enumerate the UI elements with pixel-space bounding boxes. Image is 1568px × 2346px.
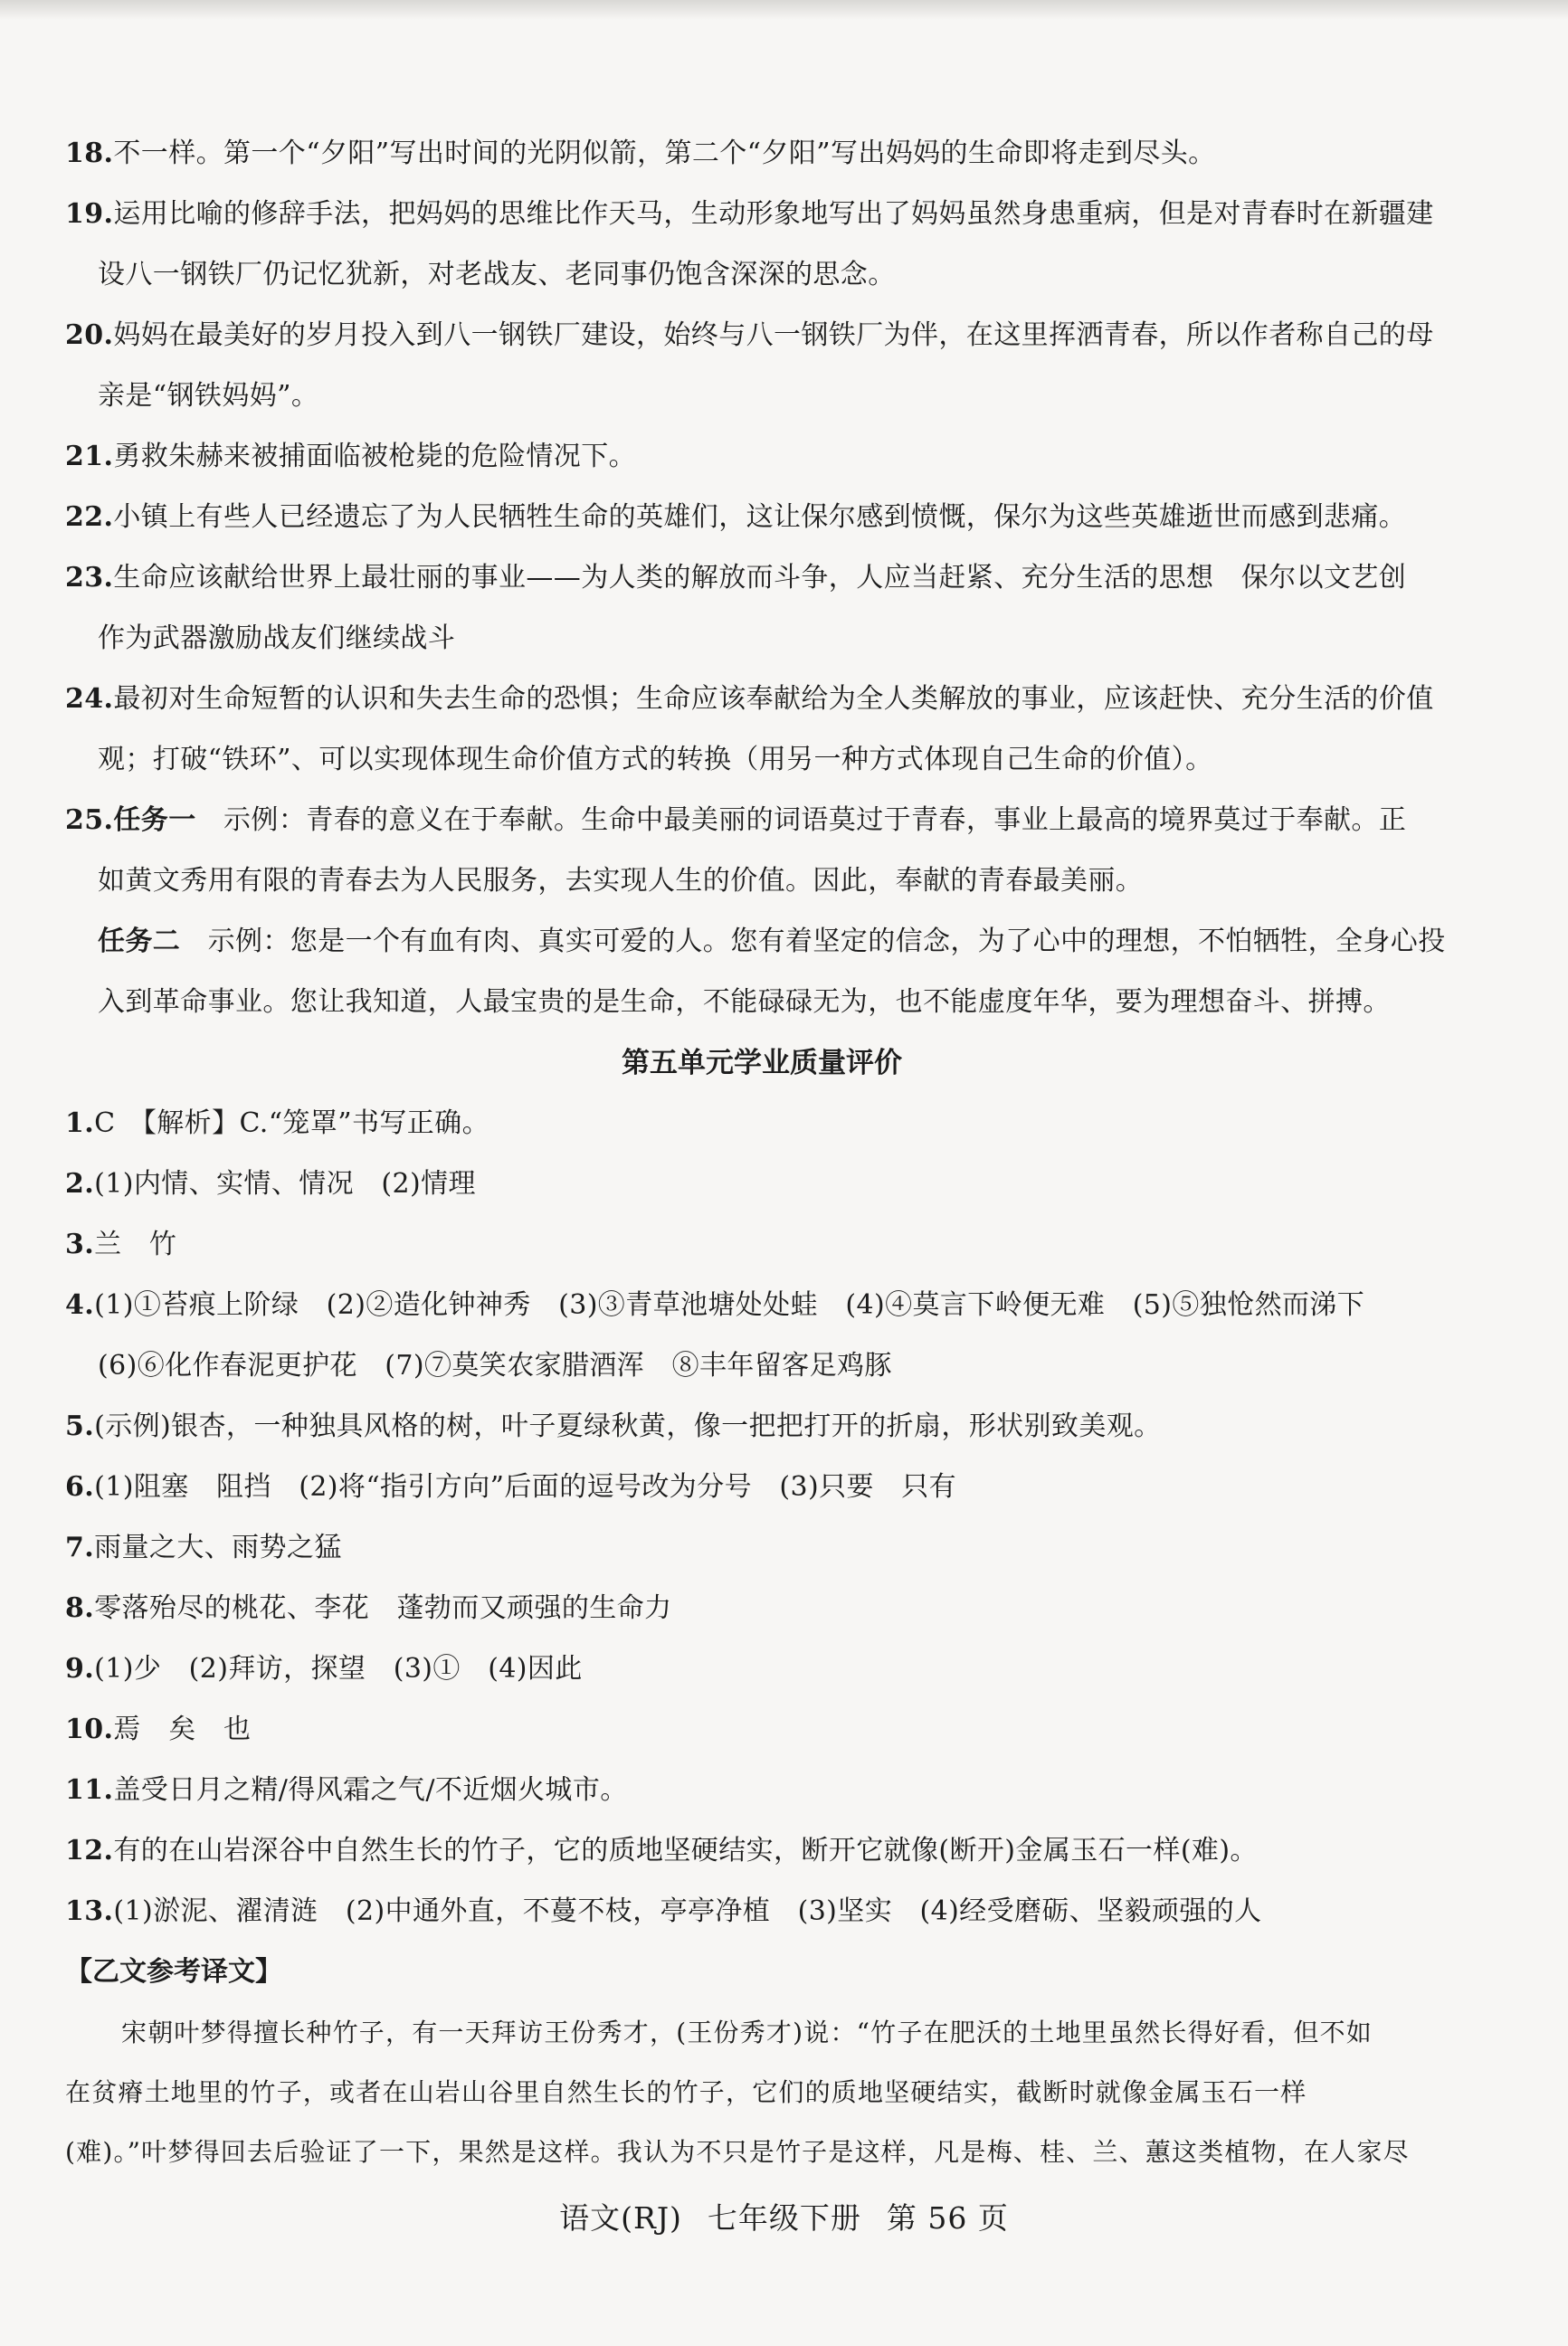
scan-edge [0,0,1568,20]
question-number: 20. [65,319,114,351]
answer-6 [65,1467,1459,1507]
answer-text: 兰 竹 [94,1229,177,1260]
answer-9 [65,1649,1459,1689]
answer-8 [65,1589,1459,1629]
answer-line [65,983,1459,1022]
question-number: 2. [65,1168,95,1200]
answer-text: 示例：您是一个有血有肉、真实可爱的人。您有着坚定的信念，为了心中的理想，不怕牺牲，全身心投 [207,926,1446,957]
answer-line [65,316,1459,356]
question-number: 13. [65,1895,114,1927]
answer-text: 生命应该献给世界上最壮丽的事业——为人类的解放而斗争，人应当赶紧、充分生活的思想 保尔以文艺创 [113,562,1407,594]
translation-title: 【乙文参考译文】 [65,1956,282,1988]
answer-line [65,679,1459,719]
answer-text: 入到革命事业。您让我知道，人最宝贵的是生命，不能碌碌无为，也不能虚度年华，要为理想奋斗、拼搏。 [98,986,1391,1018]
answer-line [65,376,1459,416]
question-number: 23. [65,562,114,594]
question-number: 5. [65,1410,95,1442]
answer-text: 有的在山岩深谷中自然生长的竹子，它的质地坚硬结实，断开它就像(断开)金属玉石一样(难)。 [113,1835,1258,1866]
section-title: 第五单元学业质量评价 [622,1047,902,1079]
answer-line [65,1346,1459,1386]
footer-page-number: 第 56 页 [886,2200,1009,2236]
answer-text: 盖受日月之精/得风霜之气/不近烟火城市。 [113,1774,628,1806]
question-number: 19. [65,198,114,230]
question-number: 25. [65,804,114,836]
question-number: 12. [65,1835,114,1866]
answer-line [65,498,1459,537]
answer-21 [65,437,1459,477]
question-number: 11. [65,1774,114,1806]
answer-line [65,134,1459,174]
answer-text: (1)阻塞 阻挡 (2)将“指引方向”后面的逗号改为分号 (3)只要 只有 [94,1471,957,1503]
answer-line [65,740,1459,780]
question-number: 4. [65,1289,95,1321]
answer-11 [65,1771,1459,1810]
question-number: 3. [65,1229,95,1260]
answer-text: 运用比喻的修辞手法，把妈妈的思维比作天马，生动形象地写出了妈妈虽然身患重病，但是对青春时在新疆建 [113,198,1434,230]
answer-24 [65,679,1459,780]
answer-text: C 【解析】C.“笼罩”书写正确。 [94,1107,489,1139]
answer-25 [65,801,1459,1022]
answer-text: 勇救朱赫来被捕面临被枪毙的危险情况下。 [113,441,637,472]
answer-line [65,922,1459,962]
answer-line [65,255,1459,295]
answer-22 [65,498,1459,537]
question-number: 9. [65,1653,95,1685]
question-number: 24. [65,683,114,715]
answer-text: 小镇上有些人已经遗忘了为人民牺牲生命的英雄们，这让保尔感到愤慨，保尔为这些英雄逝世而感到悲痛。 [113,501,1407,533]
answer-text: (1)①苔痕上阶绿 (2)②造化钟神秀 (3)③青草池塘处处蛙 (4)④莫言下岭便无难 (5)⑤独怆然而涕下 [94,1289,1365,1321]
answer-3 [65,1225,1459,1265]
footer-subject: 语文(RJ) [559,2200,682,2236]
translation-line: (难)。”叶梦得回去后验证了一下，果然是这样。我认为不只是竹子是这样，凡是梅、桂、兰、蕙这类植物，在人家尽 [65,2137,1410,2167]
answer-7 [65,1528,1459,1568]
question-number: 1. [65,1107,95,1139]
question-number: 10. [65,1714,114,1745]
question-number: 6. [65,1471,95,1503]
answer-line [65,437,1459,477]
answer-10 [65,1710,1459,1750]
answer-19 [65,195,1459,295]
answer-line [65,195,1459,234]
answer-text: 观；打破“铁环”、可以实现体现生命价值方式的转换（用另一种方式体现自己生命的价值）。 [98,744,1213,775]
answer-text: 雨量之大、雨势之猛 [94,1532,342,1563]
translation-line: 在贫瘠土地里的竹子，或者在山岩山谷里自然生长的竹子，它们的质地坚硬结实，截断时就像金属玉石一样 [65,2077,1307,2107]
answer-text: 作为武器激励战友们继续战斗 [98,622,456,654]
answer-20 [65,316,1459,416]
answer-text: (示例)银杏，一种独具风格的树，叶子夏绿秋黄，像一把把打开的折扇，形状别致美观。 [94,1410,1162,1442]
task-label: 任务二 [98,926,181,957]
question-number: 22. [65,501,114,533]
answer-1 [65,1104,1459,1144]
task-label: 任务一 [113,804,196,836]
translation-line: 宋朝叶梦得擅长种竹子，有一天拜访王份秀才，(王份秀才)说：“竹子在肥沃的土地里虽然长得好看，但不如 [121,2018,1373,2047]
question-number: 21. [65,441,114,472]
answer-12 [65,1831,1459,1871]
answer-text: 亲是“钢铁妈妈”。 [98,380,319,412]
page-footer [0,2199,1568,2238]
question-number: 7. [65,1532,95,1563]
answer-text: 焉 矣 也 [113,1714,252,1745]
answer-text: 不一样。第一个“夕阳”写出时间的光阴似箭，第二个“夕阳”写出妈妈的生命即将走到尽头。 [113,138,1216,169]
answer-text: 示例：青春的意义在于奉献。生命中最美丽的词语莫过于青春，事业上最高的境界莫过于奉献。正 [223,804,1407,836]
answer-content [65,134,1459,2192]
answer-line [65,1286,1459,1325]
answer-line [65,558,1459,598]
answer-5 [65,1407,1459,1447]
answer-text: 最初对生命短暂的认识和失去生命的恐惧；生命应该奉献给为全人类解放的事业，应该赶快、充分生活的价值 [113,683,1434,715]
answer-text: (1)内情、实情、情况 (2)情理 [94,1168,476,1200]
answer-text: 零落殆尽的桃花、李花 蓬勃而又顽强的生命力 [94,1592,672,1624]
answer-line [65,801,1459,841]
answer-text: 设八一钢铁厂仍记忆犹新，对老战友、老同事仍饱含深深的思念。 [98,259,896,290]
question-number: 8. [65,1592,95,1624]
answer-23 [65,558,1459,659]
answer-line [65,861,1459,901]
footer-grade: 七年级下册 [707,2200,861,2236]
question-number: 18. [65,138,114,169]
answer-2 [65,1164,1459,1204]
answer-line [65,619,1459,659]
answer-13 [65,1892,1459,1932]
answer-text: (1)淤泥、濯清涟 (2)中通外直，不蔓不枝，亭亭净植 (3)坚实 (4)经受磨砺、坚毅顽强的人 [113,1895,1262,1927]
answer-text: 妈妈在最美好的岁月投入到八一钢铁厂建设，始终与八一钢铁厂为伴，在这里挥洒青春，所以作者称自己的母 [113,319,1434,351]
answer-4 [65,1286,1459,1386]
answer-text: (1)少 (2)拜访，探望 (3)① (4)因此 [94,1653,583,1685]
answer-text: (6)⑥化作春泥更护花 (7)⑦莫笑农家腊酒浑 ⑧丰年留客足鸡豚 [98,1350,892,1382]
answer-18 [65,134,1459,174]
answer-text: 如黄文秀用有限的青春去为人民服务，去实现人生的价值。因此，奉献的青春最美丽。 [98,865,1144,897]
